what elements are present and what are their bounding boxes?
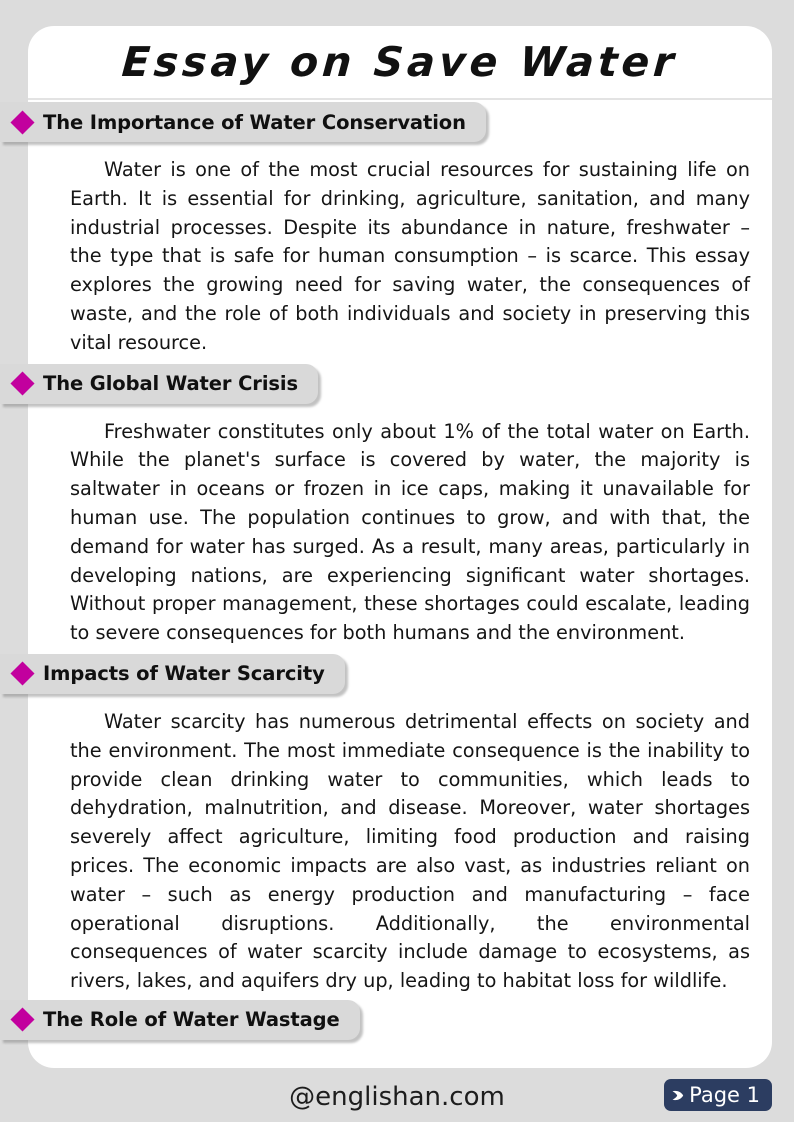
arrow-right-icon: [671, 1088, 687, 1103]
section-heading-row: [0, 1000, 772, 1044]
document-page-card: [28, 26, 772, 1068]
diamond-icon: [10, 372, 34, 396]
diamond-icon: [10, 662, 34, 686]
page-number-badge: [664, 1079, 772, 1111]
section-global-water-crisis: [28, 364, 772, 648]
section-paragraph: Freshwater constitutes only about 1% of the total water on Earth. While the planet's surface is covered by water, the majority is saltwater in oceans or frozen in ice caps, making it unavailable for human use. The population continues to grow, and with that, the demand for water has surged. As a result, many areas, particularly in developing nations, are experiencing significant water shortages. Without proper management, these shortages could escalate, leading to severe consequences for both humans and the environment.: [70, 419, 750, 645]
section-heading-row: [0, 364, 772, 408]
section-role-of-water-wastage: [28, 1000, 772, 1044]
diamond-icon: [10, 110, 34, 134]
section-heading-tab: [0, 654, 345, 694]
diamond-icon: [10, 1008, 34, 1032]
site-credit: @englishan.com: [289, 1082, 505, 1112]
section-heading-tab: [0, 364, 318, 404]
page-footer: [0, 1072, 794, 1122]
page-title: Essay on Save Water: [120, 38, 680, 86]
title-band: [28, 26, 772, 100]
page-number-label: Page 1: [689, 1083, 760, 1107]
section-heading-label: The Global Water Crisis: [43, 372, 299, 396]
section-heading-row: [0, 102, 772, 146]
section-heading-row: [0, 654, 772, 698]
section-impacts-of-water-scarcity: [28, 654, 772, 996]
document-content: [28, 102, 772, 1044]
section-heading-label: The Importance of Water Conservation: [43, 110, 466, 134]
section-heading-tab: [0, 102, 486, 142]
section-importance-of-water-conservation: [28, 102, 772, 358]
section-paragraph: Water scarcity has numerous detrimental effects on society and the environment. The most immediate consequence is the inability to provide clean drinking water to communities, which leads to dehydration, malnutrition, and disease. Moreover, water shortages severely affect agriculture, limiting food production and raising prices. The economic impacts are also vast, as industries reliant on water – such as energy production and manufacturing – face operational disruptions. Additionally, the environmental consequences of water scarcity include damage to ecosystems, as rivers, lakes, and aquifers dry up, leading to habitat loss for wildlife.: [70, 709, 750, 993]
section-heading-label: Impacts of Water Scarcity: [43, 662, 325, 686]
section-heading-tab: [0, 1000, 360, 1040]
section-heading-label: The Role of Water Wastage: [43, 1008, 340, 1032]
section-paragraph: Water is one of the most crucial resources for sustaining life on Earth. It is essential for drinking, agriculture, sanitation, and many industrial processes. Despite its abundance in nature, freshwater – the type that is safe for human consumption – is scarce. This essay explores the growing need for saving water, the consequences of waste, and the role of both individuals and society in preserving this vital resource.: [70, 158, 750, 354]
